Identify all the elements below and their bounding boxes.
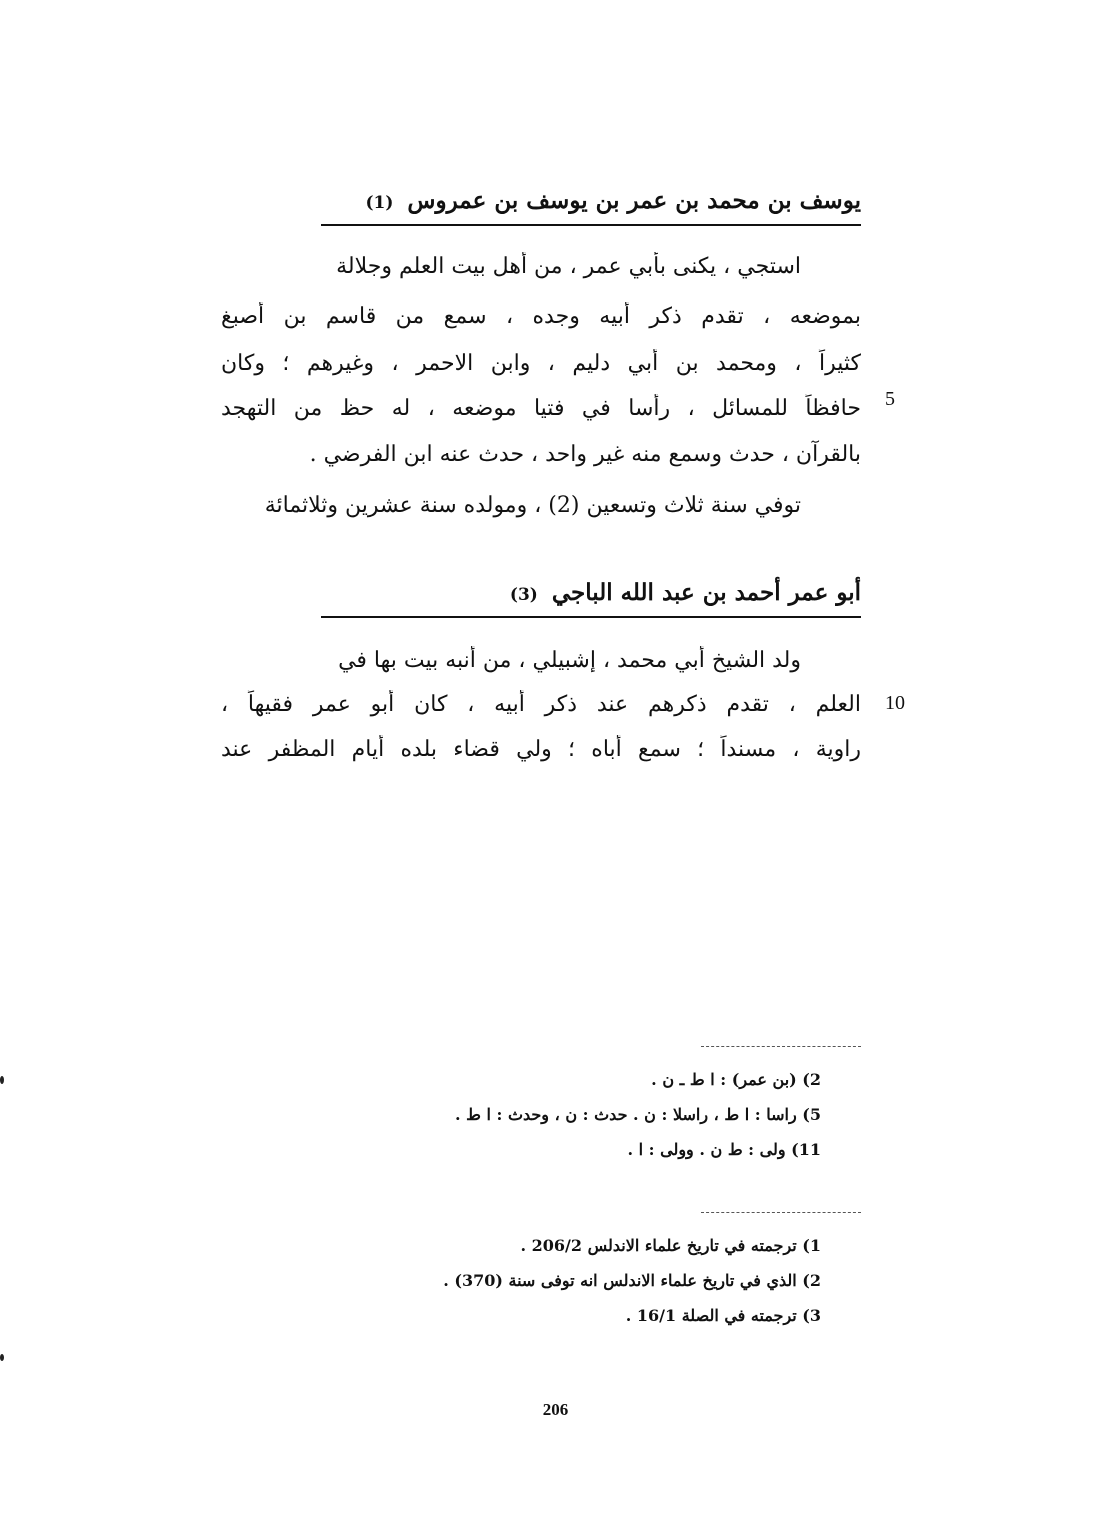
entry-heading xyxy=(321,578,861,618)
source-note: 1) ترجمته في تاريخ علماء الاندلس 206/2 . xyxy=(520,1236,821,1255)
variant-note: 2) (بن عمر) : ا ط ـ ن . xyxy=(651,1070,821,1089)
footnote-ref: (3) xyxy=(509,585,538,605)
footnote-ref: (1) xyxy=(365,193,394,213)
footnote-separator xyxy=(701,1212,861,1213)
scan-speck xyxy=(0,1076,4,1084)
page-number: 206 xyxy=(542,1400,569,1419)
line-number: 10 xyxy=(885,692,905,714)
body-line: راوية ، مسنداً ؛ سمع أباه ؛ ولي قضاء بلده أيام المظفر عند xyxy=(221,737,861,762)
body-line: العلم ، تقدم ذكرهم عند ذكر أبيه ، كان أبو عمر فقيهاً ، xyxy=(221,692,861,717)
scan-speck xyxy=(0,1354,4,1361)
entry-heading xyxy=(321,186,861,226)
body-line: استجي ، يكنى بأبي عمر ، من أهل بيت العلم وجلالة xyxy=(336,254,801,279)
source-note: 2) الذي في تاريخ علماء الاندلس انه توفى سنة (370) . xyxy=(443,1271,821,1290)
variant-note: 11) ولى : ط ن . وولى : ا . xyxy=(627,1140,821,1159)
variant-note: 5) راسا : ا ط ، راسلا : ن . حدث : ن ، وحدث : ا ط . xyxy=(454,1105,821,1124)
entry-heading-text: أبو عمر أحمد بن عبد الله الباجي xyxy=(551,579,861,606)
body-line: توفي سنة ثلاث وتسعين (2) ، ومولده سنة عشرين وثلاثمائة xyxy=(264,493,801,518)
body-line: ولد الشيخ أبي محمد ، إشبيلي ، من أنبه بيت بها في xyxy=(338,648,801,673)
body-line: كثيراً ، ومحمد بن أبي دليم ، وابن الاحمر ، وغيرهم ؛ وكان xyxy=(221,351,861,376)
line-number: 5 xyxy=(885,388,895,410)
body-line: بموضعه ، تقدم ذكر أبيه وجده ، سمع من قاسم بن أصبغ xyxy=(221,304,861,329)
entry-heading-text: يوسف بن محمد بن عمر بن يوسف بن عمروس xyxy=(407,187,861,214)
footnote-separator xyxy=(701,1046,861,1047)
source-note: 3) ترجمته في الصلة 16/1 . xyxy=(625,1306,821,1325)
body-line: حافظاً للمسائل ، رأسا في فتيا موضعه ، له حظ من التهجد xyxy=(221,396,861,421)
body-line: بالقرآن ، حدث وسمع منه غير واحد ، حدث عنه ابن الفرضي . xyxy=(309,442,861,467)
